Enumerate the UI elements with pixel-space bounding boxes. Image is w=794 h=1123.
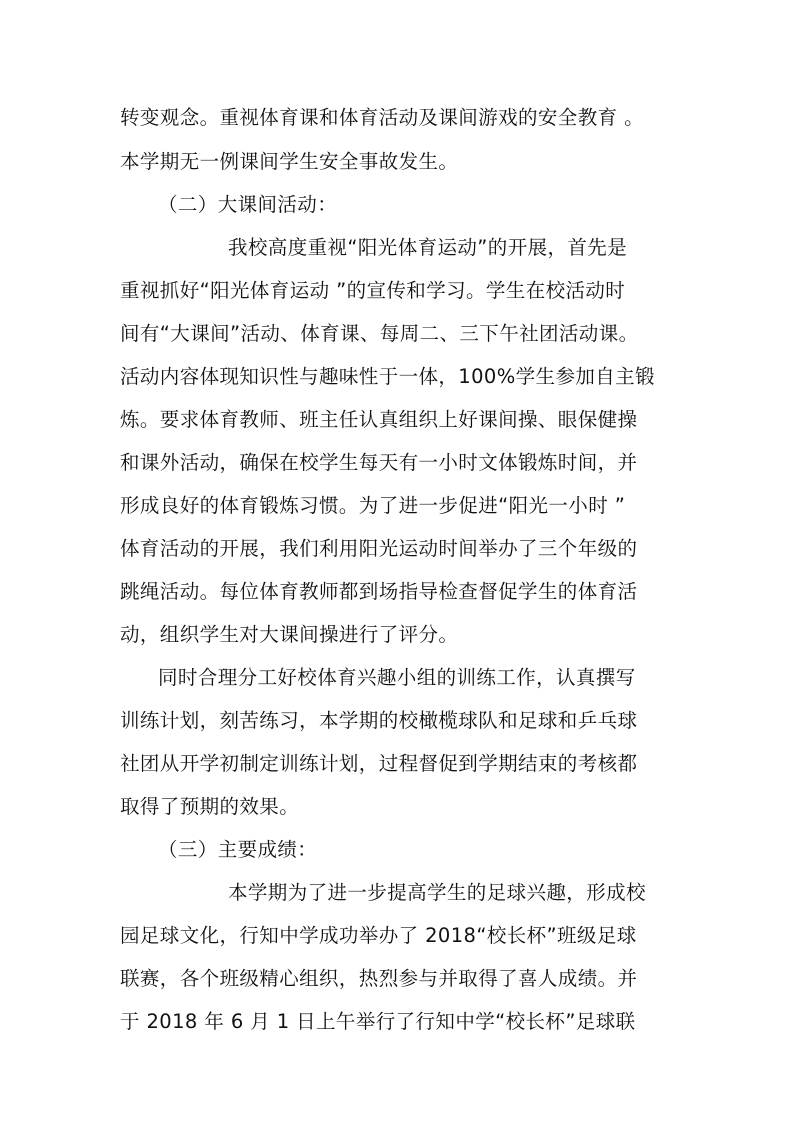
text-line: 训练计划，刻苦练习，本学期的校橄榄球队和足球和乒乓球 (120, 709, 638, 732)
text-line: 体育活动的开展，我们利用阳光运动时间举办了三个年级的 (120, 537, 638, 560)
text-line: 跳绳活动。每位体育教师都到场指导检查督促学生的体育活 (120, 580, 638, 603)
text-line: 形成良好的体育锻炼习惯。为了进一步促进“阳光一小时 ” (120, 494, 626, 517)
text-line: 于 2018 年 6 月 1 日上午举行了行知中学“校长杯”足球联 (120, 1010, 636, 1033)
text-line: 社团从开学初制定训练计划，过程督促到学期结束的考核都 (120, 752, 638, 775)
text-line: 和课外活动，确保在校学生每天有一小时文体锻炼时间，并 (120, 451, 638, 474)
text-line: 活动内容体现知识性与趣味性于一体，100%学生参加自主锻 (120, 365, 655, 388)
paragraph-start: 本学期为了进一步提高学生的足球兴趣，形成校 (228, 881, 646, 904)
text-line: 动，组织学生对大课间操进行了评分。 (120, 623, 459, 646)
paragraph-start: 我校高度重视“阳光体育运动”的开展，首先是 (228, 236, 628, 259)
text-line: 重视抓好“阳光体育运动 ”的宣传和学习。学生在校活动时 (120, 279, 626, 302)
text-line: 转变观念。重视体育课和体育活动及课间游戏的安全教育 。 (120, 106, 644, 129)
text-line: 间有“大课间”活动、体育课、每周二、三下午社团活动课。 (120, 322, 639, 345)
section-heading: （三）主要成绩： (158, 838, 318, 861)
section-heading: （二）大课间活动： (158, 193, 338, 216)
text-line: 园足球文化，行知中学成功举办了 2018“校长杯”班级足球 (120, 924, 637, 947)
text-line: 取得了预期的效果。 (120, 795, 300, 818)
text-line: 联赛，各个班级精心组织，热烈参与并取得了喜人成绩。并 (120, 967, 638, 990)
text-line: 炼。要求体育教师、班主任认真组织上好课间操、眼保健操 (120, 408, 638, 431)
text-line: 本学期无一例课间学生安全事故发生。 (120, 150, 459, 173)
paragraph-start: 同时合理分工好校体育兴趣小组的训练工作，认真撰写 (158, 666, 636, 689)
